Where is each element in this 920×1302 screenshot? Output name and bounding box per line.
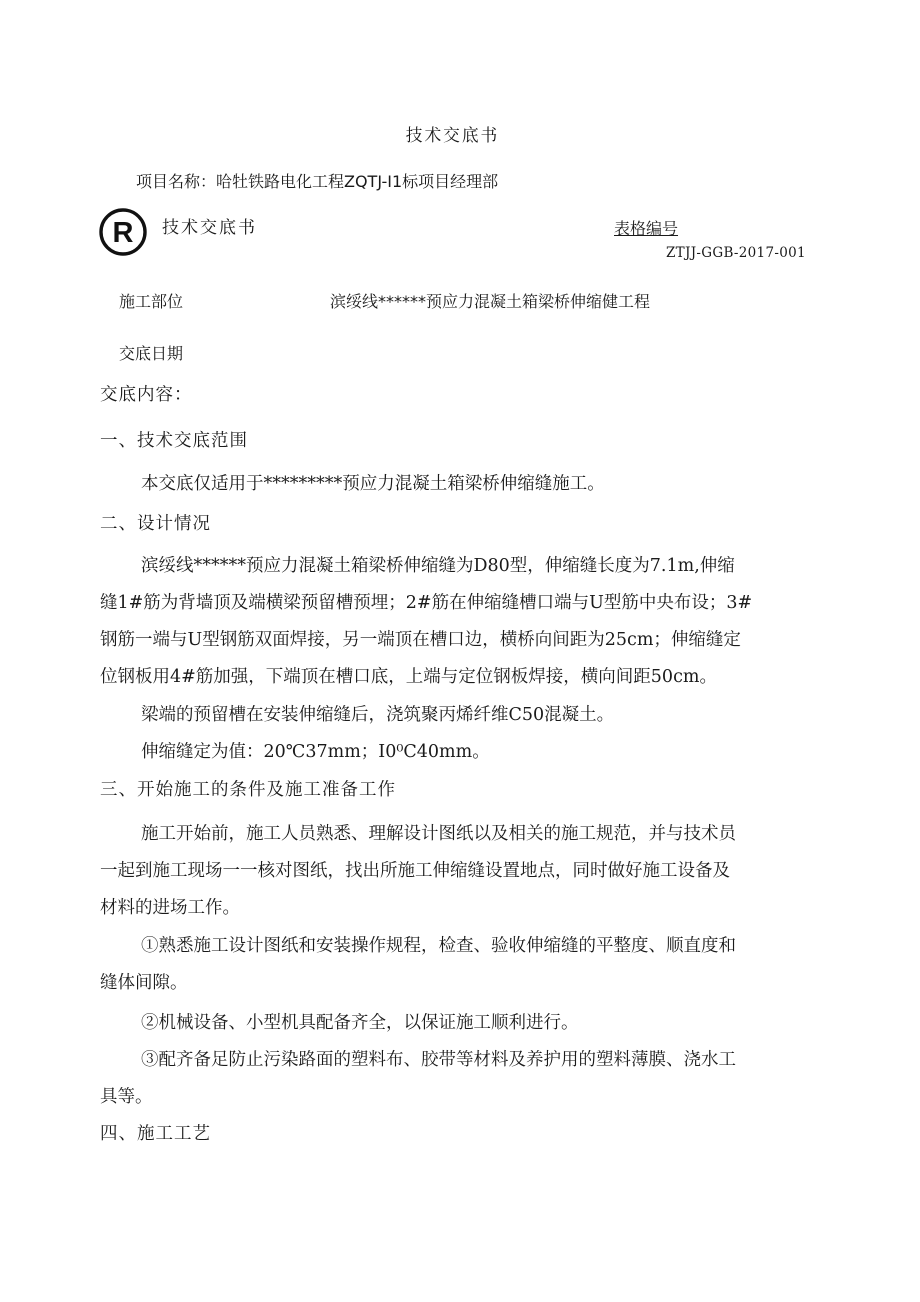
paragraph-line: 梁端的预留槽在安装伸缩缝后，浇筑聚丙烯纤维C50混凝土。 bbox=[141, 705, 615, 725]
paragraph-line: 本交底仅适用于*********预应力混凝土箱梁桥伸缩缝施工。 bbox=[141, 474, 605, 494]
section-heading: 三、开始施工的条件及施工准备工作 bbox=[100, 780, 396, 800]
paragraph-line: 施工开始前，施工人员熟悉、理解设计图纸以及相关的施工规范，并与技术员 bbox=[141, 824, 736, 844]
paragraph-line: 钢筋一端与U型钢筋双面焊接，另一端顶在槽口边，横桥向间距为25cm；伸缩缝定 bbox=[100, 630, 741, 650]
paragraph-line: 具等。 bbox=[100, 1087, 153, 1107]
paragraph-line: 一起到施工现场一一核对图纸，找出所施工伸缩缝设置地点，同时做好施工设备及 bbox=[100, 861, 730, 881]
paragraph-line: 滨绥线******预应力混凝土箱梁桥伸缩缝为D80型，伸缩缝长度为7.1m,伸缩 bbox=[141, 556, 735, 576]
project-name: 项目名称：哈牡铁路电化工程ZQTJ-I1标项目经理部 bbox=[136, 172, 499, 191]
registered-mark-icon bbox=[98, 207, 148, 257]
form-number-label: 表格编号 bbox=[614, 219, 679, 238]
paragraph-line: 材料的进场工作。 bbox=[100, 898, 240, 918]
paragraph-line: 位钢板用4#筋加强，下端顶在槽口底，上端与定位钢板焊接，横向间距50cm。 bbox=[100, 667, 717, 687]
content-label: 交底内容： bbox=[100, 385, 193, 405]
paragraph-line: 缝体间隙。 bbox=[100, 973, 188, 993]
header-subtitle: 技术交底书 bbox=[162, 218, 257, 238]
form-number-value: ZTJJ-GGB-2017-001 bbox=[666, 245, 806, 261]
paragraph-line: 伸缩缝定为值：20℃37mm；I0⁰C40mm。 bbox=[141, 742, 490, 762]
list-item: ②机械设备、小型机具配备齐全，以保证施工顺利进行。 bbox=[141, 1013, 579, 1033]
paragraph-line: 缝1#筋为背墙顶及端横梁预留槽预埋；2#筋在伸缩缝槽口端与U型筋中央布设；3# bbox=[100, 593, 753, 613]
list-item: ①熟悉施工设计图纸和安装操作规程，检查、验收伸缩缝的平整度、顺直度和 bbox=[141, 936, 736, 956]
section-heading: 一、技术交底范围 bbox=[100, 431, 248, 451]
document-title: 技术交底书 bbox=[405, 126, 500, 146]
handover-date-label: 交底日期 bbox=[119, 344, 184, 363]
section-heading: 四、施工工艺 bbox=[100, 1124, 211, 1144]
svg-text:R: R bbox=[112, 217, 134, 249]
construction-site-value: 滨绥线******预应力混凝土箱梁桥伸缩健工程 bbox=[330, 292, 651, 311]
section-heading: 二、设计情况 bbox=[100, 514, 211, 534]
construction-site-label: 施工部位 bbox=[119, 292, 184, 311]
list-item: ③配齐备足防止污染路面的塑料布、胶带等材料及养护用的塑料薄膜、浇水工 bbox=[141, 1050, 736, 1070]
